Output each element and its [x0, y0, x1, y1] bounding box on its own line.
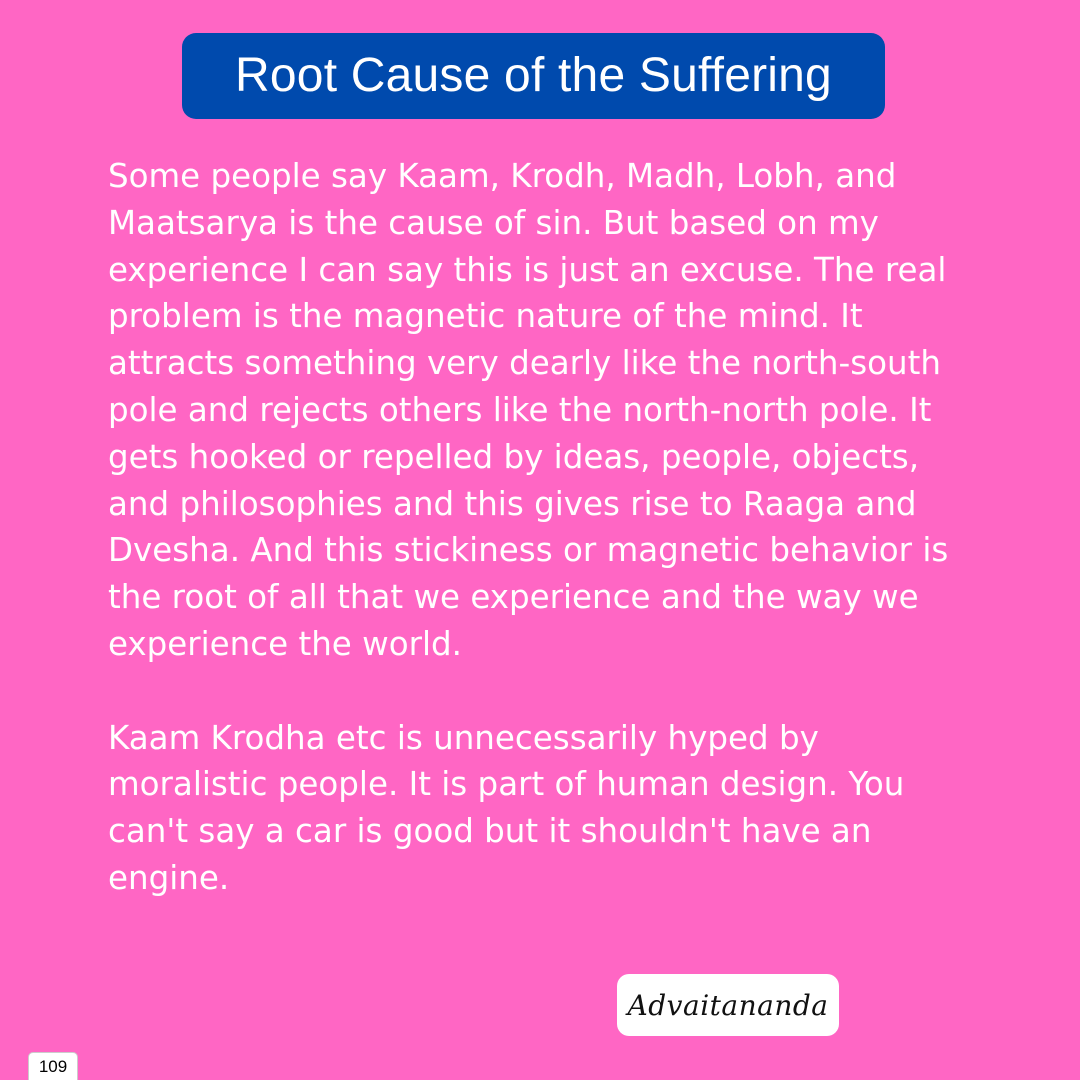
title-banner [182, 33, 885, 119]
page-number: 109 [28, 1052, 78, 1080]
paragraph-1: Some people say Kaam, Krodh, Madh, Lobh, and Maatsarya is the cause of sin. But based on my experience I can say this is just an excuse. The real problem is the magnetic nature of the mind. It attracts something very dearly like the north-south pole and rejects others like the north-north pole. It gets hooked or repelled by ideas, people, objects, and philosophies and this gives rise to Raaga and Dvesha. And this stickiness or magnetic behavior is the root of all that we experience and the way we experience the world. [108, 157, 949, 663]
author-signature: Advaitananda [627, 988, 829, 1022]
paragraph-2: Kaam Krodha etc is unnecessarily hyped by moralistic people. It is part of human design. You can't say a car is good but it shouldn't have an engine. [108, 718, 905, 897]
page-title: Root Cause of the Suffering [235, 49, 832, 102]
body-content [108, 153, 988, 902]
signature-badge [617, 974, 839, 1036]
